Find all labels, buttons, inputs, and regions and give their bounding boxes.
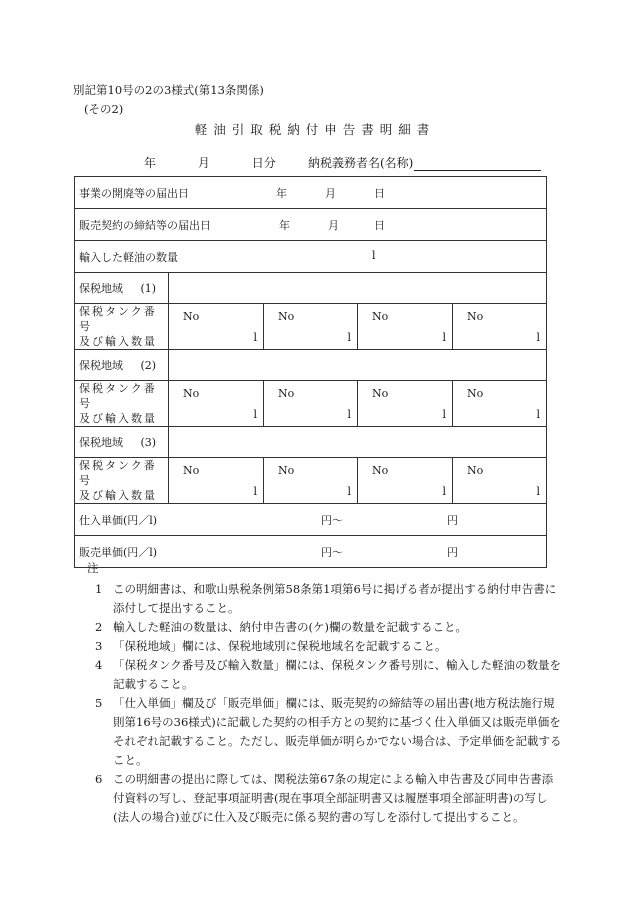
bonded-area-index: (2) (140, 359, 157, 372)
bonded-area-label: 保税地域 (79, 436, 123, 449)
opening-notice-year: 年 (276, 187, 287, 200)
row-tank-3 (75, 458, 547, 504)
tank-label-cell (75, 458, 169, 504)
tank-label-line1: 保税タンク番号 (79, 382, 157, 410)
purchase-price-cell[interactable] (75, 504, 547, 536)
date-month: 月 (197, 156, 210, 170)
tank-no: No (372, 387, 389, 400)
contract-notice-label: 販売契約の締結等の届出日 (79, 219, 211, 232)
taxpayer-input-line[interactable] (414, 158, 541, 171)
tank-cell[interactable] (453, 381, 547, 427)
tank-no: No (372, 464, 389, 477)
tank-cell[interactable] (264, 458, 358, 504)
row-tank-1 (75, 304, 547, 350)
row-imported-qty (75, 241, 547, 273)
form-sub: (その2) (84, 102, 124, 116)
tank-cell[interactable] (453, 458, 547, 504)
tank-unit: l (253, 408, 257, 421)
opening-notice-label: 事業の開廃等の届出日 (79, 187, 189, 200)
note-text: 「保税タンク番号及び輸入数量」欄には、保税タンク番号別に、輸入した軽油の数量を記載すること。 (113, 658, 562, 691)
bonded-area-2-label-cell (75, 350, 169, 381)
row-bonded-area-1 (75, 273, 547, 304)
row-opening-notice (75, 177, 547, 209)
tank-no: No (467, 310, 484, 323)
tank-no: No (183, 310, 200, 323)
purchase-price-label: 仕入単価(円／l) (79, 514, 158, 527)
tank-cell[interactable] (264, 304, 358, 350)
imported-qty-unit: l (372, 249, 376, 262)
tank-unit: l (536, 331, 541, 344)
purchase-price-from: 円～ (321, 514, 343, 527)
tank-unit: l (442, 485, 446, 498)
tank-cell[interactable] (358, 304, 453, 350)
tank-unit: l (536, 485, 541, 498)
bonded-area-1-label-cell (75, 273, 169, 304)
tank-label-line1: 保税タンク番号 (79, 459, 157, 487)
bonded-area-index: (1) (140, 282, 157, 295)
tank-cell[interactable] (264, 381, 358, 427)
note-number: 2 (95, 620, 103, 634)
taxpayer-label: 納税義務者名(名称) (308, 156, 414, 170)
notes-list (73, 580, 563, 827)
tank-unit: l (442, 408, 446, 421)
sales-price-label: 販売単価(円／l) (79, 546, 158, 559)
tank-unit: l (442, 331, 446, 344)
contract-notice-year: 年 (279, 219, 290, 232)
tank-cell[interactable] (453, 304, 547, 350)
note-item (73, 580, 563, 618)
tank-label-cell (75, 381, 169, 427)
tank-no: No (183, 464, 200, 477)
page-title: 軽油引取税納付申告書明細書 (194, 122, 436, 137)
bonded-area-index: (3) (140, 436, 157, 449)
row-bonded-area-3 (75, 427, 547, 458)
notes (73, 559, 563, 827)
date-year: 年 (144, 156, 157, 170)
tank-unit: l (253, 485, 257, 498)
tank-cell[interactable] (169, 458, 264, 504)
tank-unit: l (347, 485, 351, 498)
tank-no: No (372, 310, 389, 323)
tank-unit: l (347, 331, 351, 344)
bonded-area-3-label-cell (75, 427, 169, 458)
bonded-area-label: 保税地域 (79, 359, 123, 372)
tank-no: No (183, 387, 200, 400)
purchase-price-to: 円 (447, 514, 458, 527)
form-id: 別記第10号の2の3様式(第13条関係) (73, 83, 264, 97)
imported-qty-cell[interactable] (75, 241, 547, 273)
note-text: 「保税地域」欄には、保税地域別に保税地域名を記載すること。 (113, 639, 447, 653)
notes-heading: 注 (87, 561, 99, 575)
note-item (73, 770, 563, 827)
tank-label-cell (75, 304, 169, 350)
contract-notice-day: 日 (374, 219, 385, 232)
tank-label-line2: 及び輸入数量 (79, 489, 157, 502)
contract-notice-month: 月 (328, 219, 339, 232)
opening-notice-day: 日 (374, 187, 385, 200)
tank-cell[interactable] (358, 458, 453, 504)
tank-no: No (278, 464, 295, 477)
note-number: 4 (95, 658, 103, 672)
row-bonded-area-2 (75, 350, 547, 381)
note-number: 3 (95, 639, 103, 653)
sales-price-to: 円 (447, 546, 458, 559)
row-tank-2 (75, 381, 547, 427)
bonded-area-3-input[interactable] (169, 427, 547, 458)
note-text: この明細書の提出に際しては、関税法第67条の規定による輸入申告書及び同申告書添付資料の写し、登記事項証明書(現在事項全部証明書又は履歴事項全部証明書)の写し(法人の場合)並びに仕入及び販売に係る契約書の写しを添付して提出すること。 (113, 772, 554, 824)
row-contract-notice (75, 209, 547, 241)
tank-cell[interactable] (169, 304, 264, 350)
tank-unit: l (253, 331, 257, 344)
taxpayer-field[interactable] (308, 154, 541, 171)
row-purchase-price (75, 504, 547, 536)
tank-cell[interactable] (169, 381, 264, 427)
note-number: 6 (95, 772, 103, 786)
tank-no: No (467, 464, 484, 477)
note-text: この明細書は、和歌山県税条例第58条第1項第6号に掲げる者が提出する納付申告書に添付して提出すること。 (113, 582, 557, 615)
imported-qty-label: 輸入した軽油の数量 (79, 251, 178, 264)
tank-unit: l (536, 408, 541, 421)
note-item (73, 637, 563, 656)
note-number: 1 (95, 582, 103, 596)
opening-notice-month: 月 (325, 187, 336, 200)
tank-label-line1: 保税タンク番号 (79, 305, 157, 333)
bonded-area-2-input[interactable] (169, 350, 547, 381)
contract-notice-cell[interactable] (75, 209, 547, 241)
detail-table (74, 176, 547, 568)
tank-no: No (467, 387, 484, 400)
note-number: 5 (95, 696, 103, 710)
tank-label-line2: 及び輸入数量 (79, 335, 157, 348)
note-item (73, 694, 563, 770)
date-line (144, 154, 302, 171)
note-text: 「仕入単価」欄及び「販売単価」欄には、販売契約の締結等の届出書(地方税法施行規則第16号の36様式)に記載した契約の相手方との契約に基づく仕入単価又は販売単価をそれぞれ記載すること。ただし、販売単価が明らかでない場合は、予定単価を記載すること。 (113, 696, 562, 767)
bonded-area-1-input[interactable] (169, 273, 547, 304)
tank-unit: l (347, 408, 351, 421)
note-text: 輸入した軽油の数量は、納付申告書の(ケ)欄の数量を記載すること。 (113, 620, 467, 634)
bonded-area-label: 保税地域 (79, 282, 123, 295)
tank-cell[interactable] (358, 381, 453, 427)
tank-no: No (278, 387, 295, 400)
opening-notice-cell[interactable] (75, 177, 547, 209)
sales-price-from: 円～ (321, 546, 343, 559)
note-item (73, 656, 563, 694)
note-item (73, 618, 563, 637)
tank-no: No (278, 310, 295, 323)
date-day: 日分 (251, 156, 276, 170)
tank-label-line2: 及び輸入数量 (79, 412, 157, 425)
